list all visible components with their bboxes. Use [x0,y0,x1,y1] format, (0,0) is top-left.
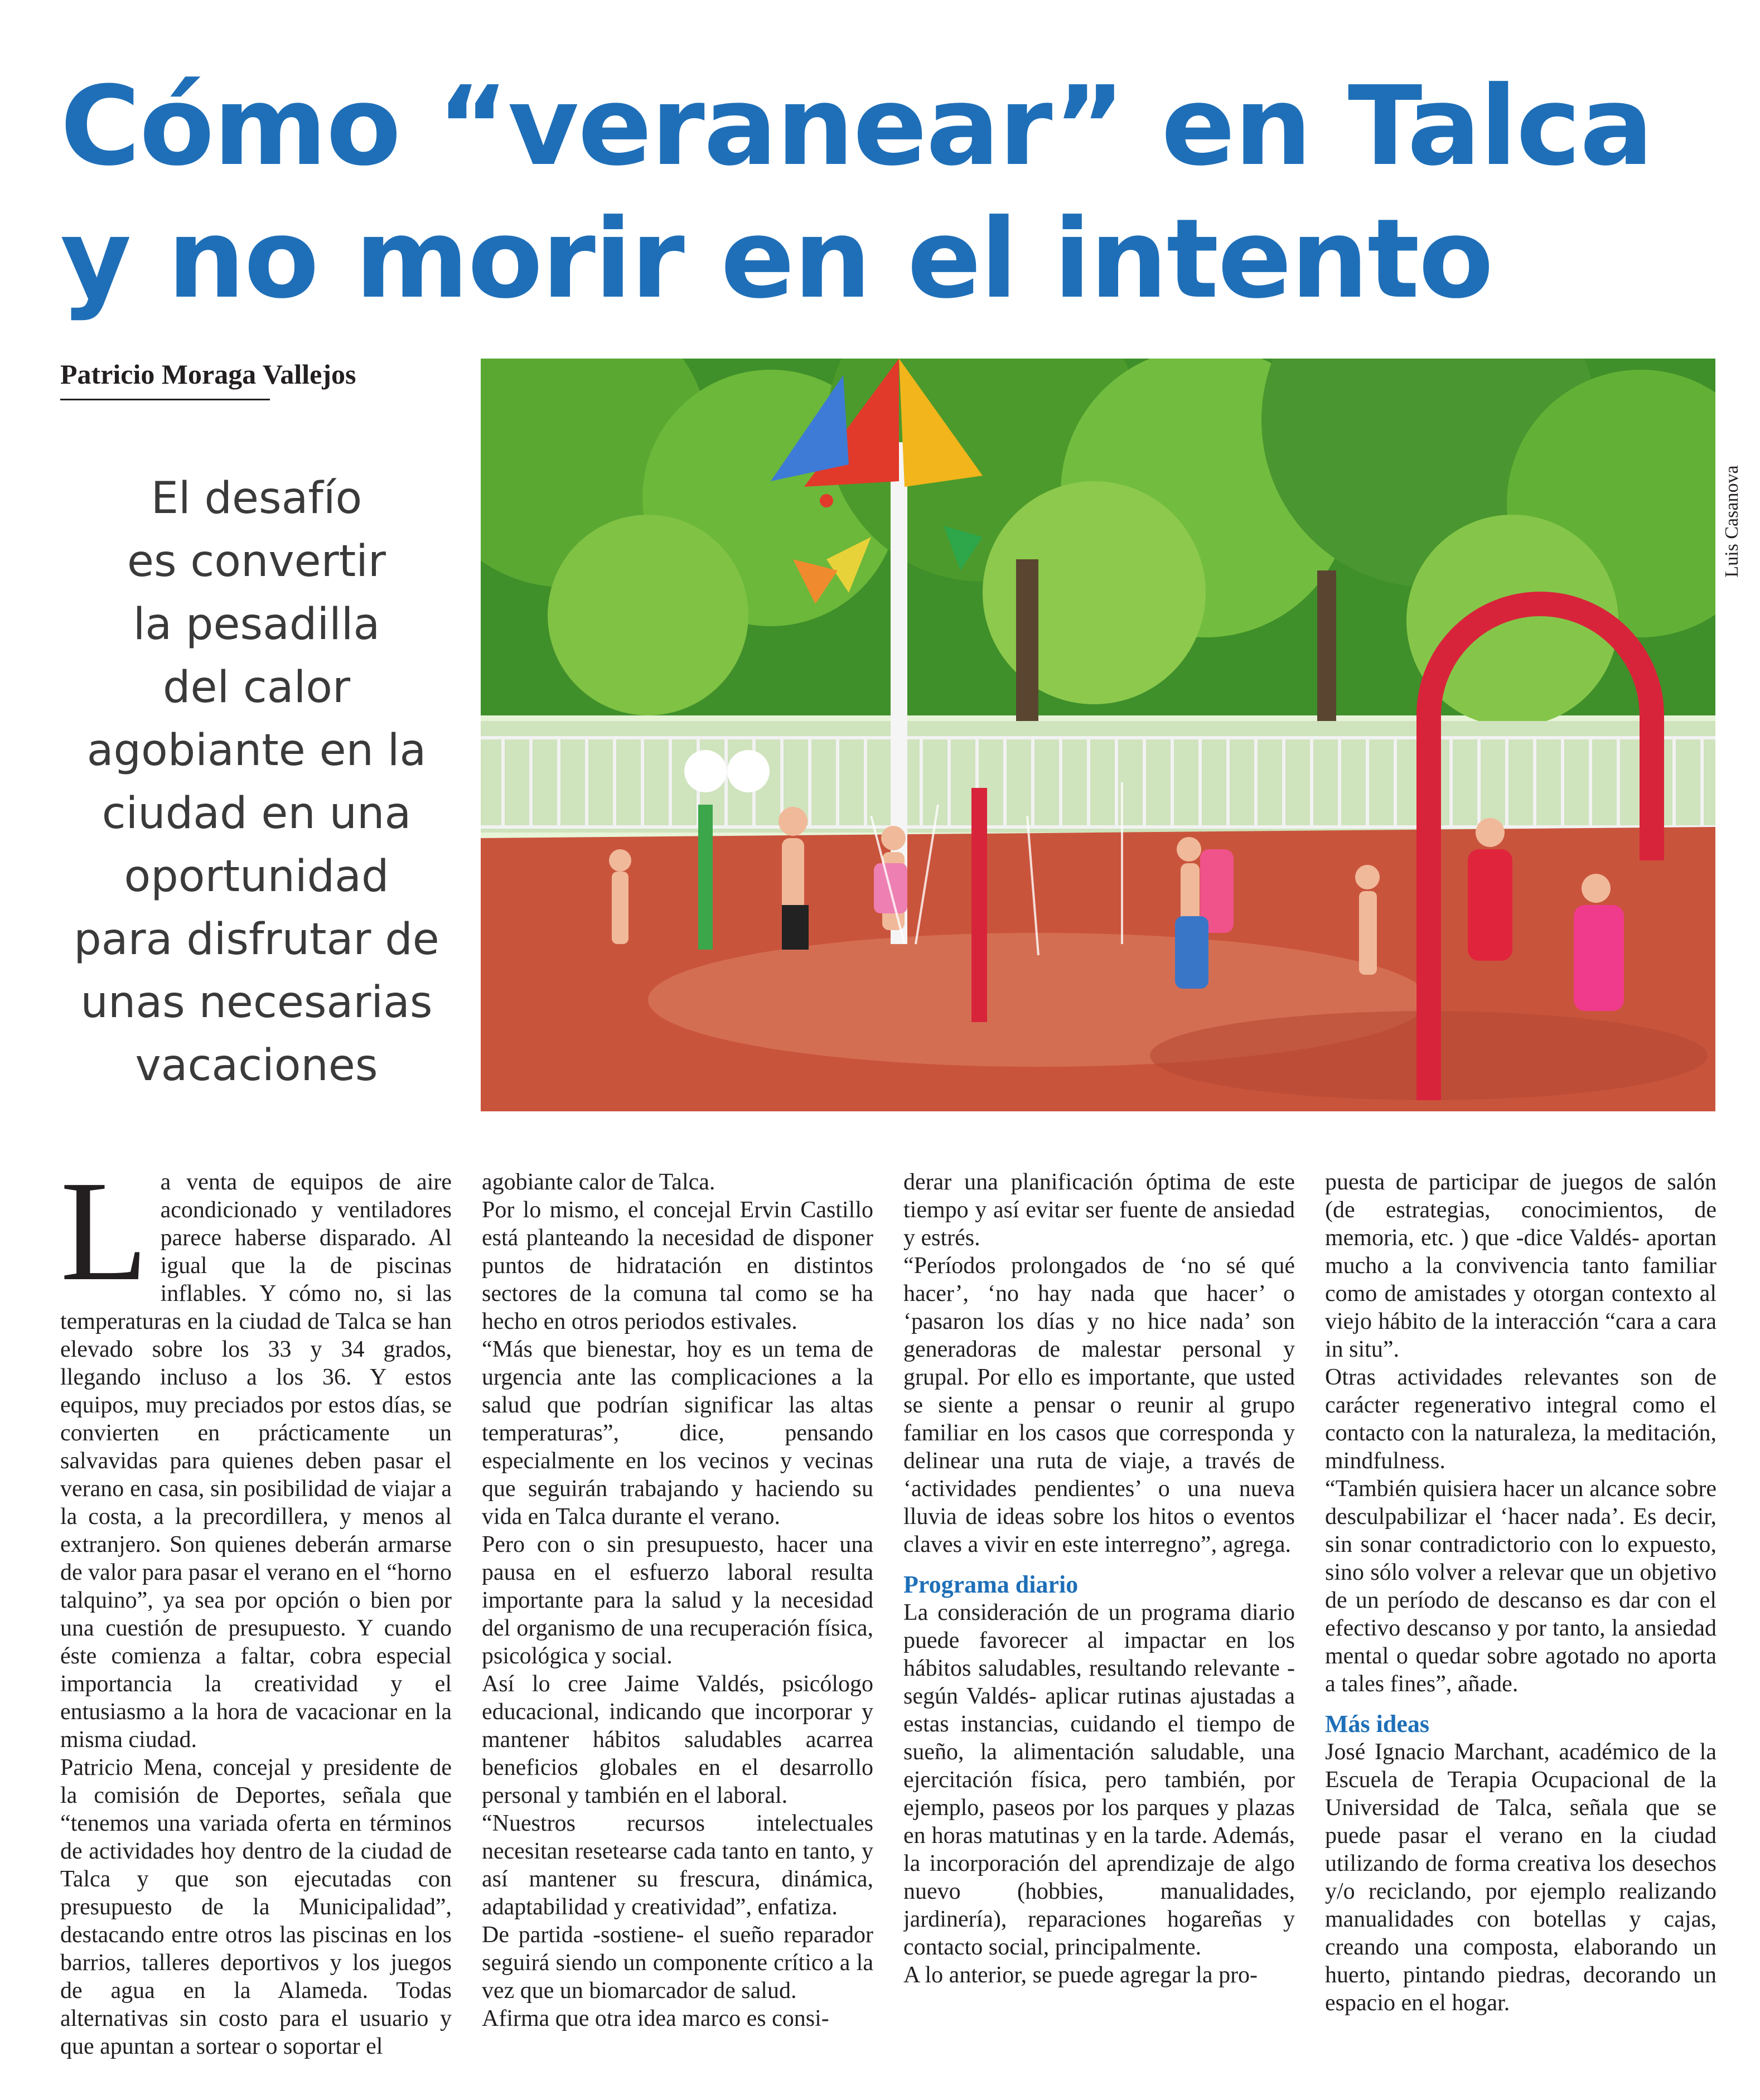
photo-credit [1721,454,1743,588]
paragraph: A lo anterior, se puede agregar la pro- [903,1962,1258,1988]
paragraph: Pero con o sin presupuesto, hacer una pausa en el esfuerzo laboral resulta importante para la salud y la necesidad del organismo de una recuperación física, psicológica y social. [482,1532,873,1669]
paragraph: Por lo mismo, el concejal Ervin Castillo está planteando la necesidad de disponer puntos de hidratación en distintos sectores de la comuna tal como se ha hecho en otros periodos estivales. [482,1197,873,1334]
paragraph: derar una planificación óptima de este tiempo y así evitar ser fuente de ansiedad y estrés. [903,1169,1295,1251]
paragraph: Otras actividades relevantes son de carácter regenerativo integral como el contacto con la naturaleza, la meditación, mindfulness. [1325,1364,1717,1474]
pullquote-line: agobiante en la [86,725,427,776]
pullquote-line: unas necesarias [80,978,433,1028]
paragraph: Patricio Mena, concejal y presidente de la comisión de Deportes, señala que “tenemos una variada oferta en términos de actividades hoy dentro de la ciudad de Talca y que son ejecutadas con presupuesto de la Municipalidad”, destacando entre otros las piscinas en los barrios, talleres deportivos y los juegos de agua en la Alameda. Todas alternativas sin costo para el usuario y que apuntan a sortear o soportar el [60,1755,452,2059]
pullquote-line: del calor [162,662,351,713]
subheading-programa-diario: Programa diario [903,1571,1079,1598]
photo-credit-text: Luis Casanova [1722,465,1742,578]
paragraph: “Más que bienestar, hoy es un tema de urgencia ante las complicaciones a la salud que podrían significar las altas temperaturas”, dice, pensando especialmente en los vecinos y vecinas que seguirán trabajando y haciendo su vida en Talca durante el verano. [482,1337,873,1530]
article-column-3 [903,1168,1295,2083]
paragraph: “Nuestros recursos intelectuales necesitan resetearse cada tanto en tanto, y así mantener su frescura, dinámica, adaptabilidad y creatividad”, enfatiza. [482,1811,873,1920]
pullquote-line: vacaciones [135,1041,378,1091]
paragraph: puesta de participar de juegos de salón (de estrategias, conocimientos, de memoria, etc. ) que -dice Valdés- aportan mucho a la convivencia tanto familiar como de amistades y otorgan contexto al viejo hábito de la interacción “cara a cara in situ”. [1325,1169,1717,1362]
headline [60,60,1722,326]
headline-line-1: Cómo “veranear” en Talca [60,63,1653,190]
pullquote-line: es convertir [127,536,386,587]
pullquote-line: la pesadilla [133,599,380,650]
headline-line-2: y no morir en el intento [60,196,1493,323]
article-column-1 [60,1168,452,2083]
paragraph: Así lo cree Jaime Valdés, psicólogo educacional, indicando que incorporar y mantener hábitos saludables acarrea beneficios globales en el desarrollo personal y también en el laboral. [482,1671,873,1808]
pullquote-line: El desafío [151,473,362,524]
author-underline [60,399,270,400]
pullquote-line: oportunidad [124,851,389,902]
splash-park-photo [481,359,1715,1111]
paragraph: José Ignacio Marchant, académico de la Escuela de Terapia Ocupacional de la Universidad de Talca, señala que se puede pasar el verano en la ciudad utilizando de forma creativa los desechos y/o reciclando, por ejemplo realizando manualidades con botellas y cajas, creando una composta, elaborando un huerto, pintando piedras, decorando un espacio en el hogar. [1325,1739,1717,2016]
paragraph: “Períodos prolongados de ‘no sé qué hacer’, ‘no hay nada que hacer’ o ‘pasaron los días y no hice nada’ son generadoras de malestar personal y grupal. Por ello es importante, que usted se siente a pensar o reunir al grupo familiar en los casos que corresponda y delinear una ruta de viaje, a través de ‘actividades pendientes’ o una nueva lluvia de ideas sobre los hitos o eventos claves a vivir en este interregno”, agrega. [903,1253,1295,1557]
subheading-mas-ideas: Más ideas [1325,1710,1429,1738]
paragraph: La consideración de un programa diario puede favorecer al impactar en los hábitos saludables, resultando relevante -según Valdés- aplicar rutinas ajustadas a estas instancias, cuidando el tiempo de sueño, la alimentación saludable, una ejercitación física, pero también, por ejemplo, paseos por los parques y plazas en horas matutinas y en la tarde. Además, la incorporación del aprendizaje de algo nuevo (hobbies, manualidades, jardinería), reparaciones hogareñas y contacto social, principalmente. [903,1600,1295,1960]
pullquote-line: para disfrutar de [74,914,439,965]
paragraph: a venta de equipos de aire acondicionado y ventiladores parece haberse disparado. Al igual que la de piscinas inflables. Y cómo no, si las temperaturas en la ciudad de Talca se han elevado sobre los 33 y 34 grados, llegando incluso a los 36. Y estos equipos, muy preciados por estos días, se convierten en prácticamente un salvavidas para quienes deben pasar el verano en casa, sin posibilidad de viajar a la costa, a la precordillera, y menos al extranjero. Son quienes deberán armarse de valor para pasar el verano en el “horno talquino”, ya sea por opción o bien por una cuestión de presupuesto. Y cuando éste comienza a faltar, cobra especial importancia la creatividad y el entusiasmo a la hora de vacacionar en la misma ciudad. [60,1169,452,1753]
paragraph: “También quisiera hacer un alcance sobre desculpabilizar el ‘hacer nada’. Es decir, sin sonar contradictorio con lo expuesto, sino sólo volver a relevar que un objetivo de un período de descanso es dar con el efectivo descanso y por tanto, la ansiedad mental o quedar sobre agotado no aporta a tales fines”, añade. [1325,1476,1717,1697]
author-byline: Patricio Moraga Vallejos [60,359,356,390]
pullquote-line: ciudad en una [101,788,412,839]
drop-cap: L [60,1168,148,1310]
pullquote [56,467,457,1097]
paragraph: Afirma que otra idea marco es consi- [482,2006,829,2031]
paragraph: De partida -sostiene- el sueño reparador seguirá siendo un componente crítico a la vez que un biomarcador de salud. [482,1922,873,2004]
article-column-2 [482,1168,873,2083]
article-body [60,1168,1717,2083]
article-column-4 [1325,1168,1717,2083]
paragraph: agobiante calor de Talca. [482,1169,715,1195]
